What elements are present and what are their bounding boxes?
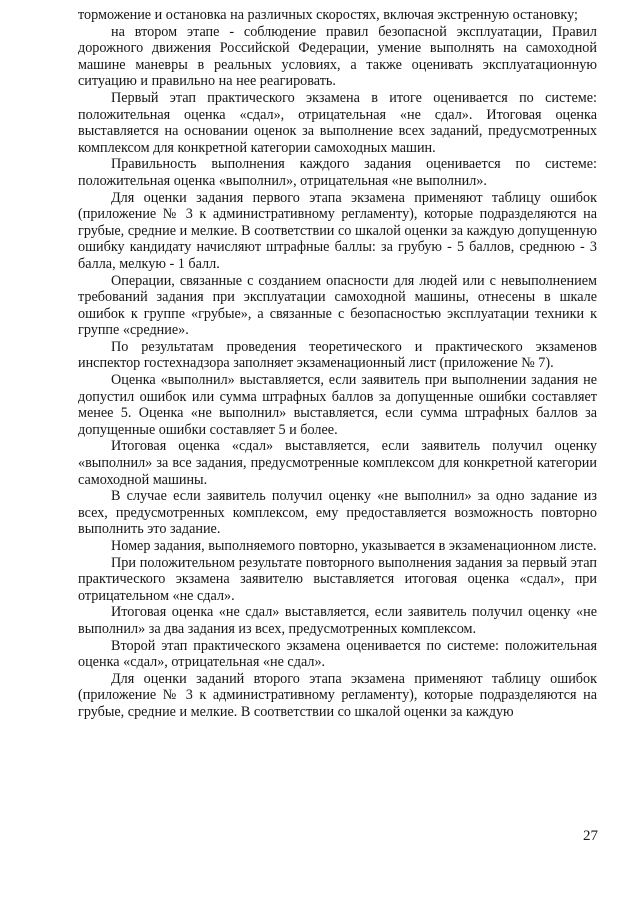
paragraph-continuation: торможение и остановка на различных скоростях, включая экстренную остановку; (78, 7, 578, 23)
paragraph: Итоговая оценка «не сдал» выставляется, если заявитель получил оценку «не выполнил» за два задания из всех, предусмотренных комплексом. (78, 604, 597, 637)
paragraph: По результатам проведения теоретического и практического экзаменов инспектор гостехнадзора заполняет экзаменационный лист (приложение № 7). (78, 338, 597, 372)
body-text (78, 7, 597, 721)
paragraph: Второй этап практического экзамена оценивается по системе: положительная оценка «сдал», отрицательная «не сдал». (78, 637, 597, 671)
paragraph: на втором этапе - соблюдение правил безопасной эксплуатации, Правил дорожного движения Российской Федерации, умение выполнять на самоходной машине маневры в реальных условиях, а также оценивать эксплуатационную ситуацию и правильно на нее реагировать. (78, 23, 597, 90)
paragraph: Правильность выполнения каждого задания оценивается по системе: положительная оценка «выполнил», отрицательная «не выполнил». (78, 156, 597, 189)
paragraph: Операции, связанные с созданием опасности для людей или с невыполнением требований задания при эксплуатации самоходной машины, отнесены в шкале ошибок к группе «грубые», а связанные с безопасностью эксплуатации техники к группе «средние». (78, 272, 597, 339)
paragraph: Первый этап практического экзамена в итоге оценивается по системе: положительная оценка «сдал», отрицательная «не сдал». Итоговая оценка выставляется на основании оценок за выполнение всех заданий, предусмотренных комплексом для конкретной категории самоходных машин. (78, 89, 597, 156)
paragraph: Оценка «выполнил» выставляется, если заявитель при выполнении задания не допустил ошибок или сумма штрафных баллов за допущенные ошибки составляет менее 5. Оценка «не выполнил» выставляется, если сумма штрафных баллов за допущенные ошибки составляет 5 и более. (78, 372, 597, 438)
paragraph: В случае если заявитель получил оценку «не выполнил» за одно задание из всех, предусмотренных комплексом, ему предоставляется возможность повторно выполнить это задание. (78, 488, 597, 538)
paragraph: Номер задания, выполняемого повторно, указывается в экзаменационном листе. (111, 538, 597, 554)
paragraph: Итоговая оценка «сдал» выставляется, если заявитель получил оценку «выполнил» за все задания, предусмотренные комплексом для конкретной категории самоходной машины. (78, 438, 597, 488)
page-number: 27 (583, 828, 598, 844)
paragraph: При положительном результате повторного выполнения задания за первый этап практического экзамена заявителю выставляется итоговая оценка «сдал», при отрицательном «не сдал». (78, 554, 597, 604)
paragraph: Для оценки заданий второго этапа экзамена применяют таблицу ошибок (приложение № 3 к административному регламенту), которые подразделяются на грубые, средние и мелкие. В соответствии со шкалой оценки за каждую (78, 670, 597, 720)
paragraph: Для оценки задания первого этапа экзамена применяют таблицу ошибок (приложение № 3 к административному регламенту), которые подразделяются на грубые, средние и мелкие. В соответствии со шкалой оценки за каждую допущенную ошибку кандидату начисляют штрафные баллы: за грубую - 5 баллов, среднюю - 3 балла, мелкую - 1 балл. (78, 189, 597, 272)
